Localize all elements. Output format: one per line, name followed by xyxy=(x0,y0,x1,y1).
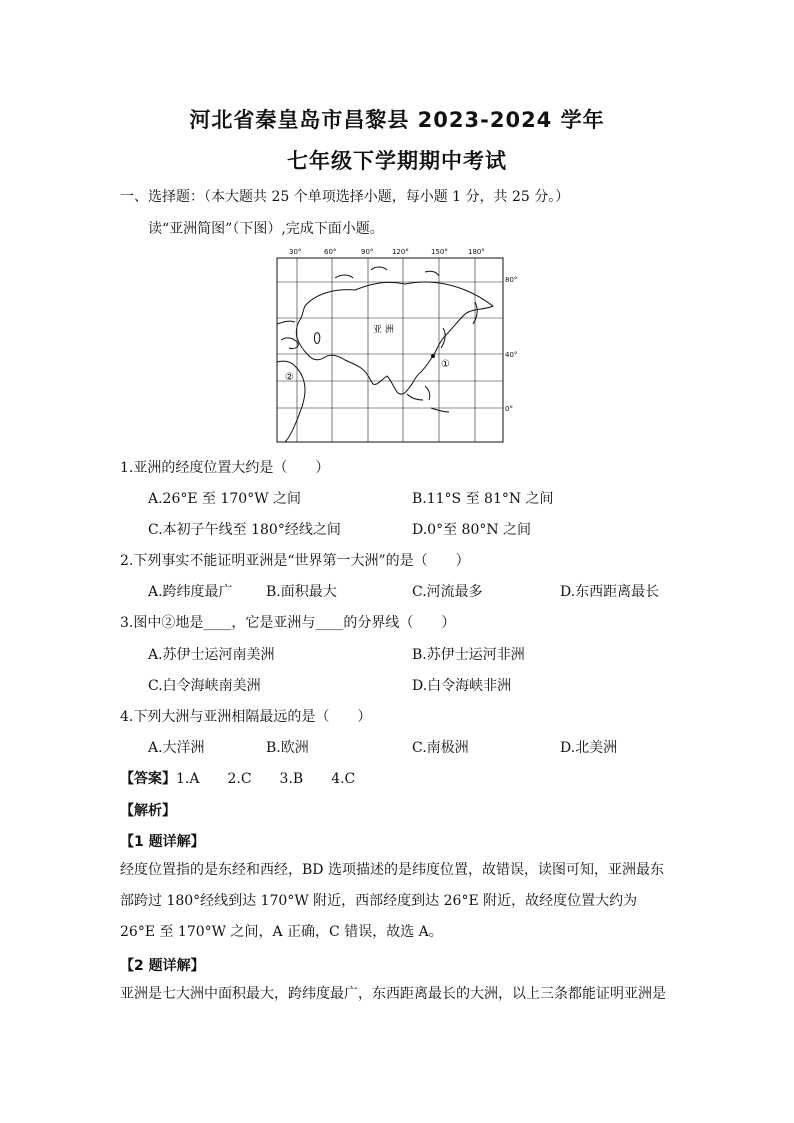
q2-detail-text: 亚洲是七大洲中面积最大，跨纬度最广，东西距离最长的大洲，以上三条都能证明亚洲是 xyxy=(120,986,666,1002)
answer-2: 2.C xyxy=(227,771,252,787)
answer-label: 【答案】 xyxy=(120,771,176,787)
q4-option-b[interactable]: B.欧洲 xyxy=(266,740,309,756)
map-marker-2: ② xyxy=(285,372,294,383)
page-title: 河北省秦皇岛市昌黎县 2023-2024 学年 xyxy=(189,108,605,132)
q3-option-d[interactable]: D.白令海峡非洲 xyxy=(412,678,512,694)
q3-option-a[interactable]: A.苏伊士运河南美洲 xyxy=(148,647,275,663)
answer-3: 3.B xyxy=(279,771,304,787)
q2-option-a[interactable]: A.跨纬度最广 xyxy=(148,584,233,600)
map-tick-0: 0° xyxy=(505,405,513,413)
question-1-stem: 1.亚洲的经度位置大约是（ ） xyxy=(120,460,330,476)
map-tick-60: 60° xyxy=(324,248,337,256)
question-3-stem: 3.图中②地是____，它是亚洲与____的分界线（ ） xyxy=(120,615,456,631)
answer-4: 4.C xyxy=(331,771,356,787)
q3-option-c[interactable]: C.白令海峡南美洲 xyxy=(148,678,261,694)
map-label-asia: 亚 洲 xyxy=(373,325,394,335)
q1-option-a[interactable]: A.26°E 至 170°W 之间 xyxy=(148,491,302,507)
q3-option-b[interactable]: B.苏伊士运河非洲 xyxy=(412,647,525,663)
page-subtitle: 七年级下学期期中考试 xyxy=(287,149,507,173)
q4-option-d[interactable]: D.北美洲 xyxy=(560,740,618,756)
asia-map-figure xyxy=(275,244,525,444)
map-tick-30: 30° xyxy=(289,248,302,256)
q2-option-b[interactable]: B.面积最大 xyxy=(266,584,337,600)
q1-option-b[interactable]: B.11°S 至 81°N 之间 xyxy=(412,491,554,507)
q2-detail-label: 【2 题详解】 xyxy=(120,958,205,974)
q4-option-c[interactable]: C.南极洲 xyxy=(412,740,469,756)
map-tick-150: 150° xyxy=(431,248,448,256)
asia-outline xyxy=(277,267,493,442)
section-heading: 一、选择题：（本大题共 25 个单项选择小题，每小题 1 分，共 25 分。） xyxy=(120,189,570,205)
answer-line xyxy=(120,768,355,788)
question-2-stem: 2.下列事实不能证明亚洲是“世界第一大洲”的是（ ） xyxy=(120,553,470,569)
q1-detail-label: 【1 题详解】 xyxy=(120,834,205,850)
q1-detail-text: 经度位置指的是东经和西经，BD 选项描述的是纬度位置，故错误，读图可知，亚洲最东部跨过 180°经线到达 170°W 附近，西部经度到达 26°E 附近，故经度位置大约为 26°E 至 170°W 之间，A 正确，C 错误，故选 A。 xyxy=(120,862,664,940)
map-tick-120: 120° xyxy=(392,248,409,256)
analysis-label: 【解析】 xyxy=(120,803,176,819)
q4-option-a[interactable]: A.大洋洲 xyxy=(148,740,205,756)
q1-option-c[interactable]: C.本初子午线至 180°经线之间 xyxy=(148,522,341,538)
map-tick-180: 180° xyxy=(468,248,485,256)
question-4-stem: 4.下列大洲与亚洲相隔最远的是（ ） xyxy=(120,709,372,725)
map-tick-90: 90° xyxy=(361,248,374,256)
map-tick-80n: 80° xyxy=(505,276,518,284)
map-point-1 xyxy=(431,354,435,358)
map-tick-40n: 40° xyxy=(505,351,518,359)
q2-option-d[interactable]: D.东西距离最长 xyxy=(560,584,660,600)
answer-1: 1.A xyxy=(176,771,200,787)
map-grid xyxy=(277,258,503,442)
map-marker-1: ① xyxy=(441,359,450,370)
q2-option-c[interactable]: C.河流最多 xyxy=(412,584,483,600)
q1-option-d[interactable]: D.0°至 80°N 之间 xyxy=(412,522,532,538)
instruction-text: 读“亚洲简图”（下图）,完成下面小题。 xyxy=(148,221,384,237)
map-frame xyxy=(277,258,503,442)
